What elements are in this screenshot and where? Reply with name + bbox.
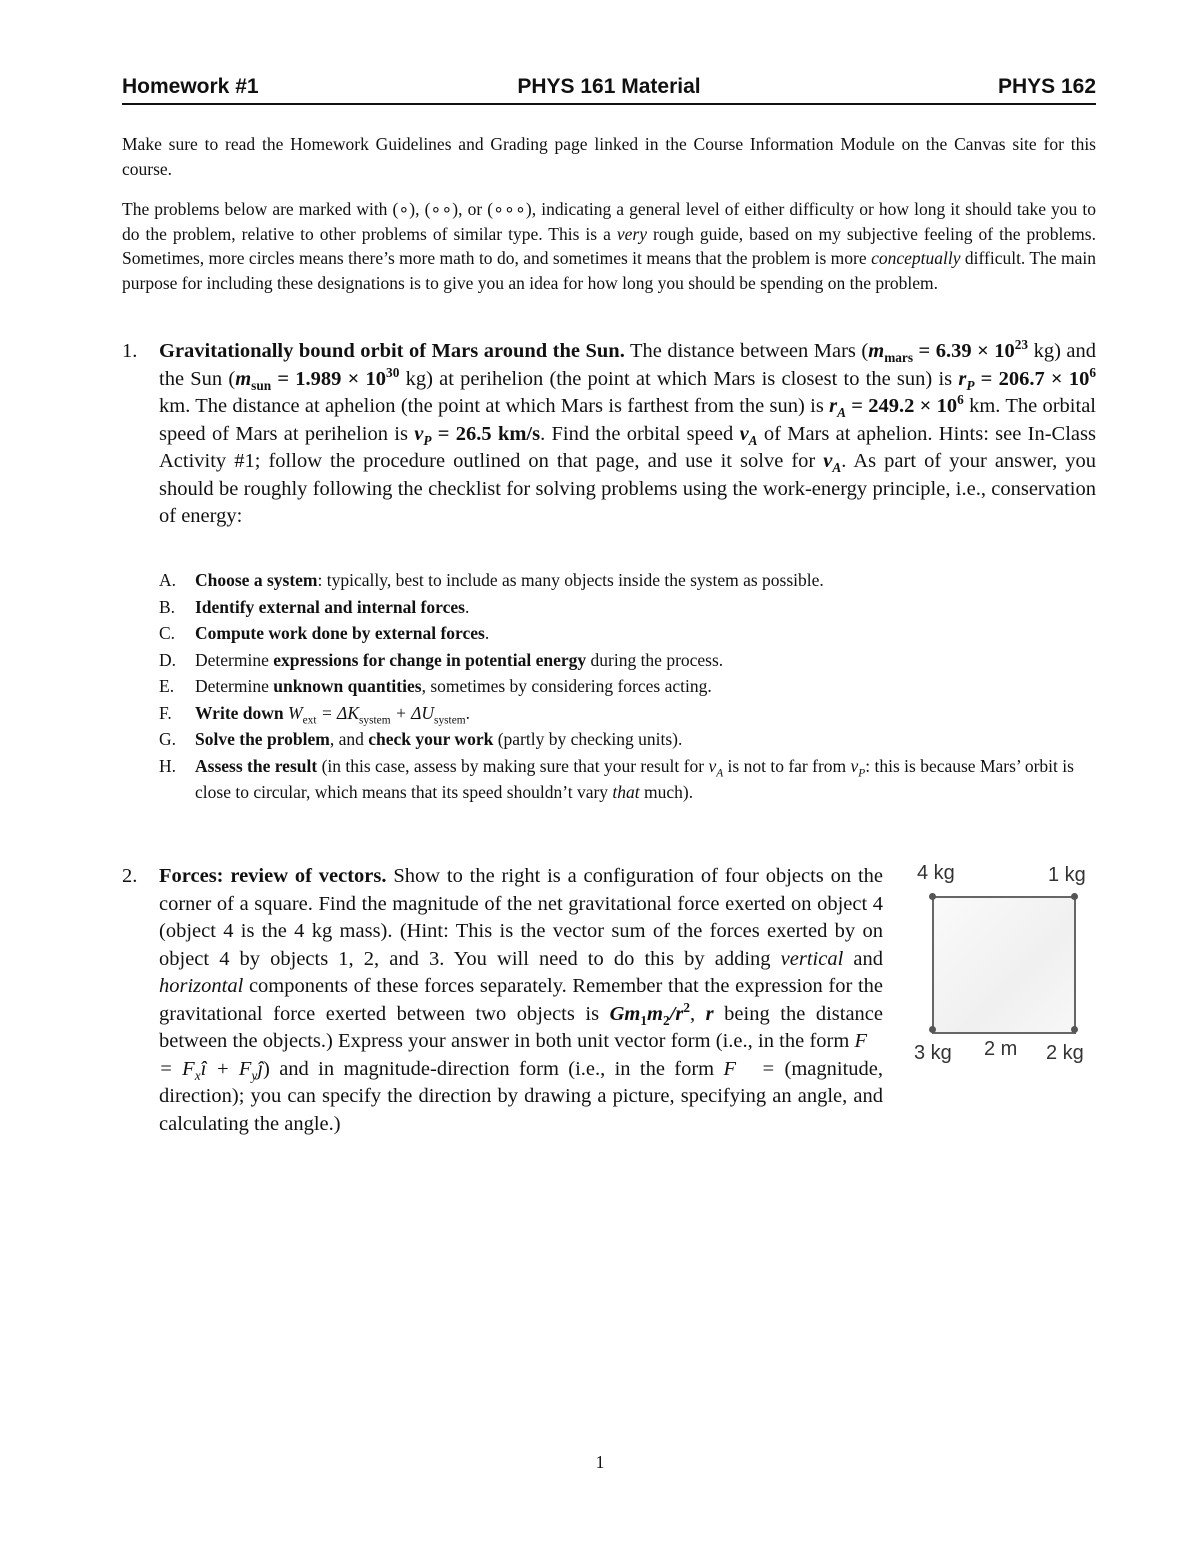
intro-paragraph-1: Make sure to read the Homework Guidelines and Grading page linked in the Course Information Module on the Canvas site for this course. xyxy=(122,134,1096,179)
checklist-item: G. Solve the problem, and check your work (partly by checking units). xyxy=(159,729,683,749)
label-2kg: 2 kg xyxy=(1046,1042,1084,1064)
checklist-item: E. Determine unknown quantities, sometimes by considering forces acting. xyxy=(159,676,712,696)
label-1kg: 1 kg xyxy=(1048,864,1086,886)
label-4kg: 4 kg xyxy=(917,862,955,884)
header-homework: Homework #1 xyxy=(122,75,259,98)
label-side-length: 2 m xyxy=(984,1038,1018,1060)
label-3kg: 3 kg xyxy=(914,1042,952,1064)
header-material: PHYS 161 Material xyxy=(517,75,701,98)
problem-1-text: Gravitationally bound orbit of Mars around the Sun. The distance between Mars ($m_{mars} = 6.39 \times 10^{23}$ kg) and the Sun ($m_{sun} = 1.989 \times 10^{30}$ kg) at perihelion (the point at which Mars is closest to the sun) is $r_P = 206.7 \times 10^6$ km. The distance at aphelion (the point at which Mars is farthest from the sun) is $r_A = 249.2 \times 10^6$ km. The orbital speed of Mars at perihelion is $v_P = 26.5$ km/s. Find the orbital speed $v_A$ of Mars at aphelion. Hints: see In-Class Activity #1; follow the procedure outlined on that page, and use it solve for $v_A$. As part of your answer, you should be roughly following the checklist for solving problems using the work-energy principle, i.e., conservation of energy: xyxy=(159,337,1096,527)
problem-2-text: Forces: review of vectors. Show to the right is a configuration of four objects on the corner of a square. Find the magnitude of the net gravitational force exerted on object 4 (object 4 is the 4 kg mass). (Hint: This is the vector sum of the forces exerted by on object 4 by objects 1, 2, and 3. You will need to do this by adding vertical and horizontal components of these forces separately. Remember that the expression for the gravitational force exerted between two objects is $Gm_1m_2/r^2$, r being the distance between the objects.) Express your answer in both unit vector form (i.e., in the form F⃗ = $F_xî$ + $F_yĵ$) and in magnitude-direction form (i.e., in the form F⃗ = (magnitude, direction); you can specify the direction by drawing a picture, specifying an angle, and calculating the angle.) xyxy=(159,863,1098,1138)
mass-3-dot xyxy=(929,1026,936,1033)
work-energy-checklist xyxy=(159,567,1099,806)
header-course: PHYS 162 xyxy=(997,75,1096,98)
page-header xyxy=(122,73,1096,105)
checklist-item: C. Compute work done by external forces. xyxy=(159,623,490,643)
page-number: 1 xyxy=(595,1452,605,1472)
mass-2-dot xyxy=(1071,1026,1078,1033)
square-configuration-figure xyxy=(912,858,1102,1073)
problem-number: 1. xyxy=(122,340,138,362)
intro-paragraph-2: The problems below are marked with (∘), (∘∘), or (∘∘∘), indicating a general level of either difficulty or how long it should take you to do the problem, relative to other problems of similar type. This is a very rough guide, based on my subjective feeling of the problems. Sometimes, more circles means there’s more math to do, and sometimes it means that the problem is more conceptually difficult. The main purpose for including these designations is to give you an idea for how long you should be spending on the problem. xyxy=(122,199,1097,293)
checklist-item: A. Choose a system: typically, best to include as many objects inside the system as possible. xyxy=(159,570,824,590)
mass-4-dot xyxy=(929,893,936,900)
checklist-item: H. Assess the result (in this case, assess by making sure that your result for $v_A$ is not to far from $v_P$: this is because Mars’ orbit is close to circular, which means that its speed shouldn’t vary that much). xyxy=(159,755,1074,802)
checklist-item: B. Identify external and internal forces. xyxy=(159,596,470,617)
mass-1-dot xyxy=(1071,893,1078,900)
checklist-item: F. Write down $W_{ext} = \Delta K_{system} + \Delta U_{system}$. xyxy=(159,702,470,726)
checklist-item: D. Determine expressions for change in potential energy during the process. xyxy=(159,649,724,670)
square-outline xyxy=(932,896,1076,1034)
problem-number: 2. xyxy=(122,865,138,887)
